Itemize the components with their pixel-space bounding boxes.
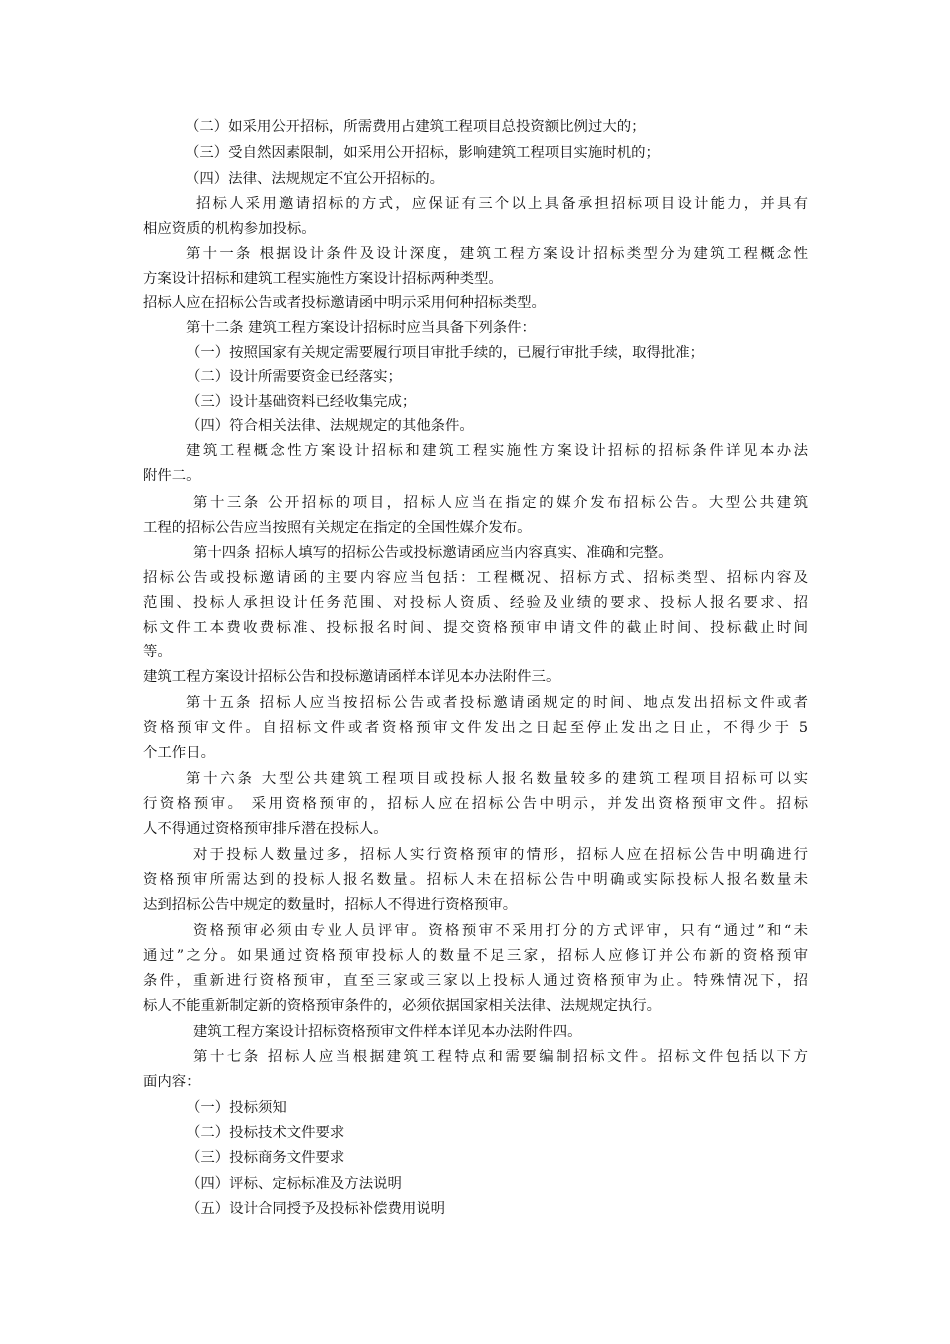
text-line: 资格预审所需达到的投标人报名数量。招标人未在招标公告中明确或实际投标人报名数量未 [143, 872, 808, 888]
text-line: 个工作日。 [143, 745, 215, 761]
text-line: （五）设计合同授予及投标补偿费用说明 [186, 1201, 446, 1217]
text-line: （二）设计所需要资金已经落实； [186, 369, 402, 385]
text-line: 工程的招标公告应当按照有关规定在指定的全国性媒介发布。 [143, 520, 532, 536]
text-line: （三）受自然因素限制，如采用公开招标，影响建筑工程项目实施时机的； [185, 145, 660, 161]
text-line: （二）投标技术文件要求 [186, 1125, 345, 1141]
text-line: （一）投标须知 [186, 1100, 287, 1116]
text-line: （三）投标商务文件要求 [186, 1150, 345, 1166]
text-line: 建筑工程概念性方案设计招标和建筑工程实施性方案设计招标的招标条件详见本办法 [186, 443, 808, 459]
text-line: 行资格预审。 采用资格预审的，招标人应在招标公告中明示，并发出资格预审文件。招标 [143, 796, 808, 812]
text-line: （二）如采用公开招标，所需费用占建筑工程项目总投资额比例过大的； [185, 119, 646, 135]
text-line: 招标人采用邀请招标的方式，应保证有三个以上具备承担招标项目设计能力，并具有 [196, 196, 808, 212]
text-line: 资格预审文件。自招标文件或者资格预审文件发出之日起至停止发出之日止，不得少于 5 [143, 720, 808, 736]
text-line: 方案设计招标和建筑工程实施性方案设计招标两种类型。 [143, 271, 503, 287]
text-line: 招标人应在招标公告或者投标邀请函中明示采用何种招标类型。 [143, 295, 546, 311]
text-line: 条件，重新进行资格预审，直至三家或三家以上投标人通过资格预审为止。特殊情况下，招 [143, 973, 808, 989]
text-line: 第十六条 大型公共建筑工程项目或投标人报名数量较多的建筑工程项目招标可以实 [186, 771, 808, 787]
text-line: 标人不能重新制定新的资格预审条件的，必须依据国家相关法律、法规规定执行。 [143, 998, 662, 1014]
text-line: 建筑工程方案设计招标资格预审文件样本详见本办法附件四。 [193, 1024, 582, 1040]
text-line: 第十一条 根据设计条件及设计深度，建筑工程方案设计招标类型分为建筑工程概念性 [186, 246, 808, 262]
text-line: 标文件工本费收费标准、投标报名时间、提交资格预审申请文件的截止时间、投标截止时间 [143, 620, 808, 636]
text-line: （四）法律、法规规定不宜公开招标的。 [185, 171, 445, 187]
text-line: 资格预审必须由专业人员评审。资格预审不采用打分的方式评审，只有“通过”和“未 [193, 923, 808, 939]
text-line: 招标公告或投标邀请函的主要内容应当包括：工程概况、招标方式、招标类型、招标内容及 [143, 570, 808, 586]
text-line: （四）评标、定标标准及方法说明 [186, 1176, 402, 1192]
text-line: 面内容： [143, 1074, 201, 1090]
text-line: 等。 [143, 644, 172, 660]
text-line: 建筑工程方案设计招标公告和投标邀请函样本详见本办法附件三。 [143, 669, 561, 685]
text-line: 第十七条 招标人应当根据建筑工程特点和需要编制招标文件。招标文件包括以下方 [193, 1049, 808, 1065]
text-line: 通过”之分。如果通过资格预审投标人的数量不足三家，招标人应修订并公布新的资格预审 [143, 948, 808, 964]
text-line: 附件二。 [143, 468, 201, 484]
text-line: （四）符合相关法律、法规规定的其他条件。 [186, 418, 474, 434]
text-line: （一）按照国家有关规定需要履行项目审批手续的，已履行审批手续，取得批准； [186, 345, 705, 361]
text-line: 相应资质的机构参加投标。 [143, 221, 316, 237]
text-line: （三）设计基础资料已经收集完成； [186, 394, 417, 410]
text-line: 第十三条 公开招标的项目，招标人应当在指定的媒介发布招标公告。大型公共建筑 [193, 495, 808, 511]
text-line: 第十二条 建筑工程方案设计招标时应当具备下列条件： [186, 320, 536, 336]
text-line: 范围、投标人承担设计任务范围、对投标人资质、经验及业绩的要求、投标人报名要求、招 [143, 595, 808, 611]
text-line: 对于投标人数量过多，招标人实行资格预审的情形，招标人应在招标公告中明确进行 [193, 847, 808, 863]
text-line: 达到招标公告中规定的数量时，招标人不得进行资格预审。 [143, 897, 518, 913]
text-line: 第十五条 招标人应当按招标公告或者投标邀请函规定的时间、地点发出招标文件或者 [186, 695, 808, 711]
text-line: 第十四条 招标人填写的招标公告或投标邀请函应当内容真实、准确和完整。 [193, 545, 673, 561]
text-line: 人不得通过资格预审排斥潜在投标人。 [143, 821, 388, 837]
